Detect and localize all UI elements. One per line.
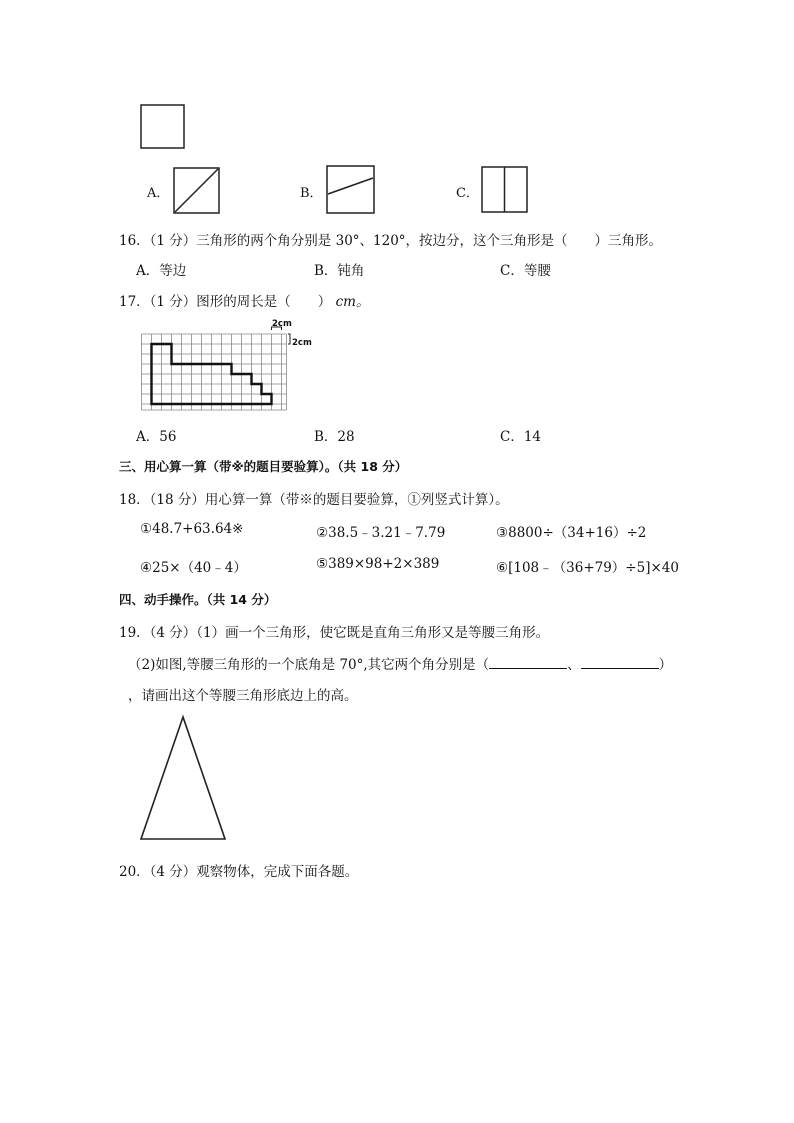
q17-stem — [119, 290, 369, 310]
q15-option-b-label: B． — [300, 186, 323, 201]
q17-grid-label-side: 2cm — [292, 338, 312, 348]
q20-stem: 20．（4 分）观察物体，完成下面各题。 — [119, 864, 359, 880]
q16-stem: 16．（1 分）三角形的两个角分别是 30°、120°，按边分，这个三角形是（ ）三角形。 — [119, 233, 663, 249]
q18-item-2: ②38.5﹣3.21﹣7.79 — [316, 525, 446, 541]
q16-option-b: B．钝角 — [314, 263, 365, 279]
q18-item-6: ⑥[108﹣（36+79）÷5]×40 — [496, 560, 679, 576]
q15-option-b-figure — [326, 165, 376, 215]
q19-part1: 19．（4 分）（1）画一个三角形，使它既是直角三角形又是等腰三角形。 — [119, 625, 550, 641]
q17-grid-label-top: 2cm — [272, 319, 292, 329]
q18-item-3: ③8800÷（34+16）÷2 — [496, 525, 647, 541]
q18-item-1: ①48.7+63.64※ — [140, 521, 244, 537]
section3-heading: 三、用心算一算（带※的题目要验算）。（共 18 分） — [119, 459, 408, 474]
q15-option-c-figure — [481, 166, 529, 214]
q16-option-c: C．等腰 — [500, 263, 551, 279]
isosceles-triangle-figure — [138, 714, 230, 842]
q19-part2-close: ） — [658, 657, 673, 673]
q17-option-b: B．28 — [314, 429, 355, 445]
section4-heading: 四、动手操作。（共 14 分） — [119, 592, 277, 607]
reference-square-figure — [140, 104, 186, 150]
q15-option-a-figure — [173, 167, 221, 215]
q17-unit: cm。 — [335, 294, 370, 310]
q19-part2 — [128, 653, 672, 673]
q19-part2-separator: 、 — [567, 657, 581, 673]
q19-part2-text: （2)如图,等腰三角形的一个底角是 70°,其它两个角分别是（ — [128, 657, 490, 673]
q16-option-a: A．等边 — [136, 263, 187, 279]
q17-stem-text: 17．（1 分）图形的周长是（ ） — [119, 294, 332, 310]
q18-item-4: ④25×（40﹣4） — [140, 560, 247, 576]
q15-option-a-label: A． — [147, 186, 170, 201]
q18-item-5: ⑤389×98+2×389 — [316, 556, 440, 572]
q19-part2-line2: ，请画出这个等腰三角形底边上的高。 — [128, 688, 358, 704]
q18-stem: 18．（18 分）用心算一算（带※的题目要验算，①列竖式计算）。 — [119, 492, 509, 508]
answer-blank-1[interactable] — [489, 657, 567, 669]
q17-grid-figure — [140, 326, 292, 414]
answer-blank-2[interactable] — [581, 657, 659, 669]
q15-option-c-label: C． — [456, 186, 479, 201]
q17-option-c: C．14 — [500, 429, 542, 445]
q17-option-a: A．56 — [136, 429, 177, 445]
